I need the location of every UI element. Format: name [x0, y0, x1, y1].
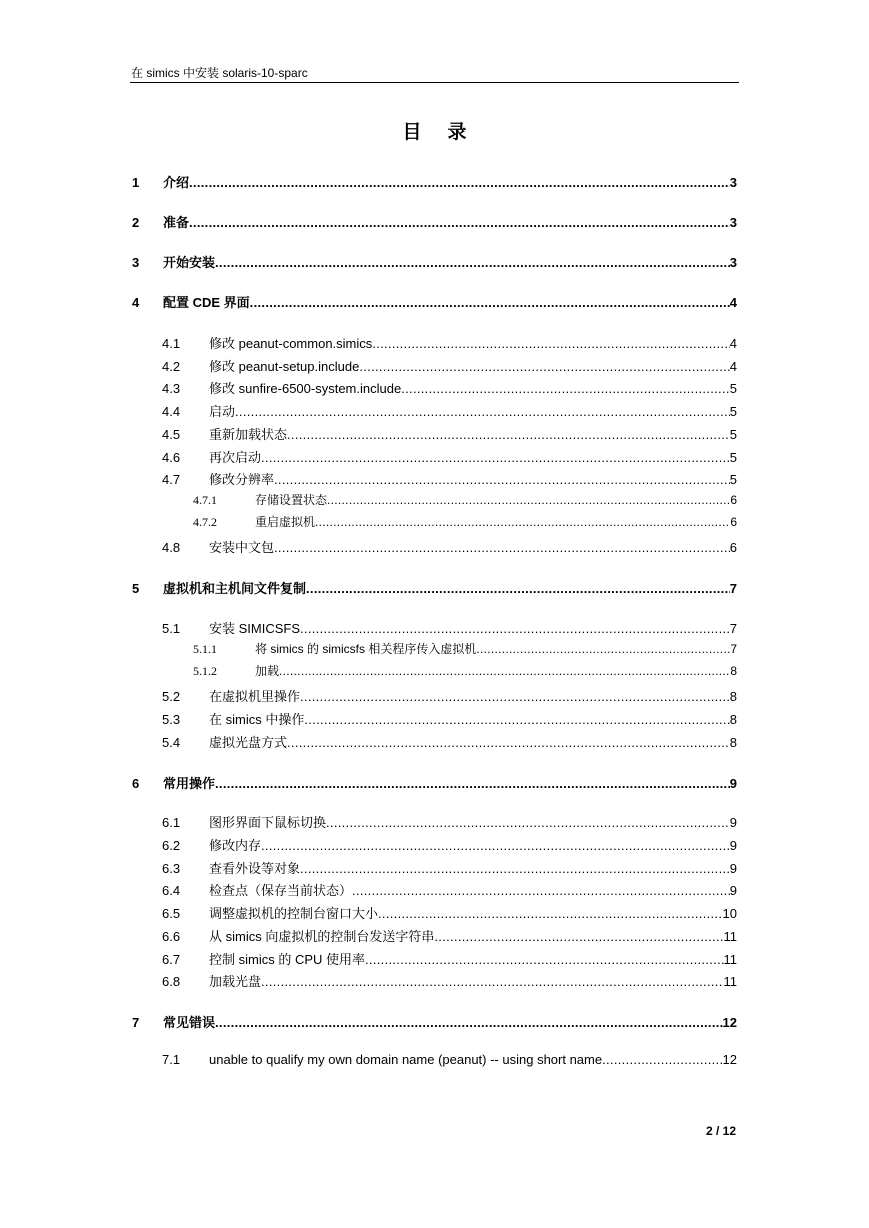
- toc-leader-dots: [261, 974, 723, 989]
- toc-leader-dots: [326, 815, 730, 830]
- toc-leader-dots: [261, 838, 730, 853]
- toc-entry-page: 5: [729, 381, 737, 396]
- toc-entry-title: 图形界面下鼠标切换: [209, 815, 327, 830]
- toc-leader-dots: [274, 540, 730, 555]
- toc-entry-title: 配置 CDE 界面: [163, 295, 250, 310]
- toc-entry-title: 重启虚拟机: [255, 515, 316, 529]
- toc-entry-number: 6.1: [162, 815, 181, 830]
- toc-entry-page: 8: [729, 712, 737, 727]
- toc-entry[interactable]: [132, 292, 737, 311]
- toc-entry-page: 11: [723, 929, 737, 944]
- toc-entry[interactable]: [162, 469, 737, 488]
- toc-entry-page: 9: [729, 815, 737, 830]
- toc-entry[interactable]: [162, 903, 737, 922]
- toc-entry[interactable]: [162, 356, 737, 375]
- toc-entry-title: 检查点（保存当前状态）: [209, 883, 353, 898]
- toc-entry[interactable]: [132, 172, 737, 191]
- toc-entry[interactable]: [162, 686, 737, 705]
- toc-entry[interactable]: [193, 491, 737, 508]
- toc-entry-page: 8: [729, 689, 737, 704]
- toc-entry-page: 5: [729, 404, 737, 419]
- toc-entry[interactable]: [162, 732, 737, 751]
- toc-entry-page: 7: [729, 581, 737, 596]
- toc-entry-number: 4.2: [162, 359, 181, 374]
- toc-entry-page: 12: [722, 1052, 737, 1067]
- page-number: 2 / 12: [706, 1124, 737, 1138]
- toc-entry-title: 查看外设等对象: [209, 861, 301, 876]
- toc-entry-number: 5: [132, 581, 140, 596]
- toc-entry-page: 9: [729, 883, 737, 898]
- toc-entry[interactable]: [162, 971, 737, 990]
- toc-entry[interactable]: [132, 773, 737, 792]
- toc-leader-dots: [287, 427, 730, 442]
- toc-entry-page: 10: [722, 906, 737, 921]
- toc-entry[interactable]: [162, 537, 737, 556]
- toc-entry-title: 修改 sunfire-6500-system.include: [209, 381, 402, 396]
- toc-leader-dots: [359, 359, 729, 374]
- toc-entry-title: 从 simics 向虚拟机的控制台发送字符串: [209, 929, 435, 944]
- toc-entry-title: 在虚拟机里操作: [209, 689, 301, 704]
- toc-entry-number: 4.7.1: [193, 493, 217, 507]
- toc-entry[interactable]: [162, 447, 737, 466]
- toc-entry-number: 6.8: [162, 974, 181, 989]
- toc-leader-dots: [215, 1015, 723, 1030]
- toc-entry-number: 6.3: [162, 861, 181, 876]
- toc-leader-dots: [434, 929, 723, 944]
- toc-entry-title: 再次启动: [209, 450, 262, 465]
- toc-entry-title: 修改内存: [209, 838, 262, 853]
- toc-entry[interactable]: [162, 709, 737, 728]
- toc-leader-dots: [378, 906, 723, 921]
- toc-leader-dots: [274, 472, 730, 487]
- toc-leader-dots: [315, 515, 730, 529]
- toc-leader-dots: [327, 493, 730, 507]
- toc-entry-title: 虚拟机和主机间文件复制: [163, 581, 307, 596]
- toc-title: 目录: [402, 122, 493, 143]
- toc-entry-page: 7: [729, 621, 737, 636]
- toc-entry-title: 加载光盘: [209, 974, 262, 989]
- toc-entry-number: 4.5: [162, 427, 181, 442]
- toc-entry-title: 准备: [163, 215, 190, 230]
- toc-entry-page: 4: [729, 295, 737, 310]
- toc-entry-title: unable to qualify my own domain name (peanut) -- using short name: [209, 1052, 603, 1067]
- toc-entry-number: 4.6: [162, 450, 181, 465]
- toc-entry-page: 8: [730, 664, 737, 678]
- toc-entry-title: 加载: [255, 664, 280, 678]
- toc-leader-dots: [261, 450, 730, 465]
- toc-leader-dots: [189, 175, 730, 190]
- toc-leader-dots: [352, 883, 730, 898]
- toc-entry[interactable]: [162, 424, 737, 443]
- toc-entry-page: 5: [729, 450, 737, 465]
- toc-entry[interactable]: [162, 1052, 737, 1067]
- toc-entry-number: 5.4: [162, 735, 181, 750]
- toc-entry-number: 5.1: [162, 621, 181, 636]
- toc-entry-page: 9: [729, 838, 737, 853]
- toc-entry-title: 启动: [209, 404, 236, 419]
- toc-leader-dots: [365, 952, 723, 967]
- toc-entry-number: 5.1.1: [193, 642, 217, 656]
- toc-entry-number: 2: [132, 215, 140, 230]
- toc-entry-title: 存储设置状态: [255, 493, 328, 507]
- toc-leader-dots: [287, 735, 730, 750]
- toc-entry-title: 常用操作: [163, 776, 216, 791]
- toc-entry[interactable]: [132, 212, 737, 231]
- toc-entry-page: 9: [729, 776, 737, 791]
- toc-entry-title: 介绍: [163, 175, 190, 190]
- toc-entry-page: 4: [729, 359, 737, 374]
- toc-leader-dots: [476, 642, 730, 656]
- toc-entry-title: 将 simics 的 simicsfs 相关程序传入虚拟机: [255, 642, 477, 656]
- toc-entry-page: 11: [723, 952, 737, 967]
- toc-entry-number: 5.3: [162, 712, 181, 727]
- toc-entry[interactable]: [162, 835, 737, 854]
- toc-entry-page: 5: [729, 427, 737, 442]
- toc-entry-page: 12: [722, 1015, 737, 1030]
- toc-entry-number: 6.2: [162, 838, 181, 853]
- toc-entry-title: 控制 simics 的 CPU 使用率: [209, 952, 366, 967]
- toc-entry[interactable]: [193, 513, 737, 530]
- toc-leader-dots: [279, 664, 730, 678]
- toc-entry-title: 安装中文包: [209, 540, 275, 555]
- toc-entry-title: 修改 peanut-setup.include: [209, 359, 360, 374]
- toc-entry-page: 6: [730, 515, 737, 529]
- toc-entry-number: 6.7: [162, 952, 181, 967]
- toc-entry-page: 6: [729, 540, 737, 555]
- toc-entry-number: 4: [132, 295, 140, 310]
- toc-entry[interactable]: [132, 1012, 737, 1031]
- toc-entry-number: 7: [132, 1015, 140, 1030]
- toc-entry[interactable]: [162, 812, 737, 831]
- toc-entry[interactable]: [193, 662, 737, 679]
- toc-entry-title: 修改分辨率: [209, 472, 275, 487]
- toc-entry-number: 5.2: [162, 689, 181, 704]
- toc-entry-number: 5.1.2: [193, 664, 217, 678]
- toc-entry-number: 1: [132, 175, 140, 190]
- toc-entry-page: 3: [729, 215, 737, 230]
- toc-leader-dots: [300, 861, 730, 876]
- toc-entry[interactable]: [162, 618, 737, 637]
- header-text: 在 simics 中安装 solaris-10-sparc: [131, 66, 308, 80]
- toc-entry[interactable]: [132, 252, 737, 271]
- toc-entry-page: 3: [729, 255, 737, 270]
- toc-entry-number: 7.1: [162, 1052, 181, 1067]
- toc-entry-number: 4.4: [162, 404, 181, 419]
- toc-entry[interactable]: [162, 378, 737, 397]
- toc-entry-number: 4.7.2: [193, 515, 217, 529]
- toc-leader-dots: [401, 381, 730, 396]
- toc-entry[interactable]: [162, 401, 737, 420]
- toc-leader-dots: [300, 621, 730, 636]
- toc-entry-page: 3: [729, 175, 737, 190]
- toc-entry-number: 4.1: [162, 336, 181, 351]
- toc-entry-title: 虚拟光盘方式: [209, 735, 288, 750]
- toc-entry-number: 6: [132, 776, 140, 791]
- toc-entry[interactable]: [162, 333, 737, 352]
- toc-entry[interactable]: [132, 578, 737, 597]
- page-header: [130, 62, 739, 83]
- toc-entry-title: 常见错误: [163, 1015, 216, 1030]
- toc-entry-title: 在 simics 中操作: [209, 712, 305, 727]
- toc-entry-title: 安装 SIMICSFS: [209, 621, 301, 636]
- toc-entry-page: 8: [729, 735, 737, 750]
- toc-entry-page: 7: [730, 642, 737, 656]
- toc-entry-number: 6.5: [162, 906, 181, 921]
- toc-entry[interactable]: [193, 640, 737, 657]
- toc-entry-number: 4.3: [162, 381, 181, 396]
- toc-entry-number: 4.8: [162, 540, 181, 555]
- toc-entry[interactable]: [162, 926, 737, 945]
- toc-leader-dots: [372, 336, 729, 351]
- toc-entry-number: 3: [132, 255, 140, 270]
- toc-entry-page: 9: [729, 861, 737, 876]
- toc-entry-title: 修改 peanut-common.simics: [209, 336, 373, 351]
- toc-entry[interactable]: [162, 858, 737, 877]
- toc-entry-title: 开始安装: [163, 255, 216, 270]
- toc-entry-number: 6.4: [162, 883, 181, 898]
- toc-leader-dots: [215, 255, 730, 270]
- toc-leader-dots: [306, 581, 730, 596]
- toc-entry-title: 重新加载状态: [209, 427, 288, 442]
- toc-leader-dots: [189, 215, 730, 230]
- toc-entry-page: 11: [723, 974, 737, 989]
- toc-entry[interactable]: [162, 880, 737, 899]
- toc-leader-dots: [300, 689, 730, 704]
- toc-entry-page: 4: [729, 336, 737, 351]
- toc-leader-dots: [235, 404, 730, 419]
- toc-entry-number: 4.7: [162, 472, 181, 487]
- toc-entry[interactable]: [162, 949, 737, 968]
- toc-entry-title: 调整虚拟机的控制台窗口大小: [209, 906, 379, 921]
- toc-entry-page: 6: [730, 493, 737, 507]
- toc-leader-dots: [250, 295, 730, 310]
- toc-entry-number: 6.6: [162, 929, 181, 944]
- toc-leader-dots: [215, 776, 730, 791]
- toc-leader-dots: [304, 712, 729, 727]
- toc-leader-dots: [602, 1052, 722, 1067]
- toc-entry-page: 5: [729, 472, 737, 487]
